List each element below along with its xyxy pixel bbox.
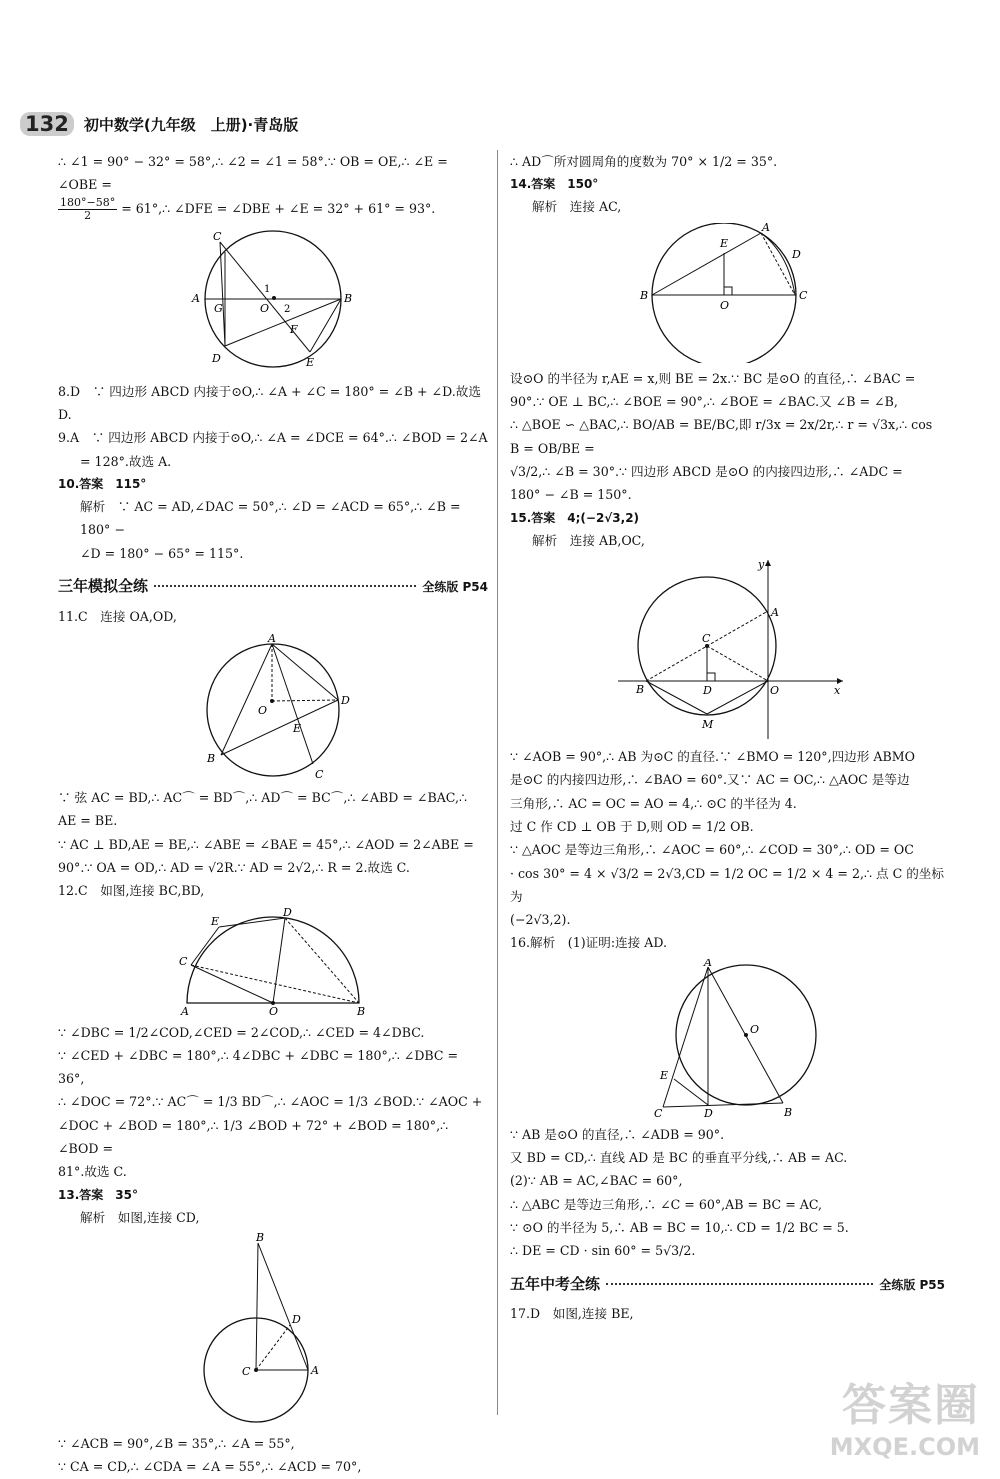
svg-text:B: B <box>783 1105 792 1119</box>
dotted-leader <box>606 1282 873 1285</box>
svg-text:D: D <box>791 247 801 261</box>
svg-text:C: C <box>653 1106 662 1119</box>
svg-text:D: D <box>212 351 221 365</box>
svg-text:O: O <box>719 298 729 312</box>
answer-10: 10.答案 115° <box>58 476 147 491</box>
svg-text:E: E <box>306 355 315 369</box>
svg-text:A: A <box>192 291 200 305</box>
text-line: ∴ △BOE ∽ △BAC,∴ BO/AB = BE/BC,即 r/3x = 2x/2r,∴ r = √3x,∴ cos B = OB/BE = <box>510 417 933 456</box>
text-line: $\frac{180^\circ-58^\circ}{2}$ = 61°,∴ ∠DFE = ∠DBE + ∠E = 32° + 61° = 93°. <box>60 195 436 222</box>
answer-17: 17.D 如图,连接 BE, <box>510 1306 634 1322</box>
svg-text:D: D <box>702 684 712 698</box>
svg-text:A: A <box>770 606 779 620</box>
answer-15: 15.答案 4;(−2√3,2) <box>510 510 640 525</box>
svg-text:A: A <box>181 1004 189 1017</box>
svg-text:O: O <box>260 301 270 315</box>
text-line: 81°.故选 C. <box>58 1164 127 1180</box>
text-line: 解析 连接 AC, <box>532 199 622 215</box>
text-line: ∠DOC + ∠BOD = 180°,∴ 1/3 ∠BOD + 72° + ∠BOD = 180°,∴ ∠BOD = <box>58 1117 449 1157</box>
svg-text:E: E <box>211 914 220 928</box>
text-line: 180° − ∠B = 150°. <box>510 487 632 503</box>
text-line: (−2√3,2). <box>510 912 571 928</box>
svg-text:G: G <box>214 301 223 315</box>
text-line: ∵ ∠AOB = 90°,∴ AB 为⊙C 的直径.∵ ∠BMO = 120°,四边形 ABMO <box>510 749 915 765</box>
text-line: 解析 如图,连接 CD, <box>80 1209 200 1225</box>
text-line: 解析 连接 AB,OC, <box>532 532 645 548</box>
svg-text:M: M <box>701 718 713 732</box>
watermark-logo: 答案圈 <box>842 1380 980 1431</box>
answer-13: 13.答案 35° <box>58 1187 138 1202</box>
svg-text:D: D <box>283 906 292 919</box>
svg-text:B: B <box>207 752 216 766</box>
section-title: 五年中考全练 <box>510 1274 601 1293</box>
svg-text:C: C <box>798 288 807 302</box>
svg-text:A: A <box>761 222 770 234</box>
svg-text:x: x <box>833 684 840 698</box>
section-title: 三年模拟全练 <box>58 577 149 596</box>
svg-text:O: O <box>769 684 779 698</box>
text-line: 又 BD = CD,∴ 直线 AD 是 BC 的垂直平分线,∴ AB = AC. <box>510 1150 848 1166</box>
text-line: ∵ AC ⊥ BD,AE = BE,∴ ∠ABE = ∠BAE = 45°,∴ ∠AOD = 2∠ABE = <box>58 836 474 852</box>
text-line: ∵ △AOC 是等边三角形,∴ ∠AOC = 60°,∴ ∠COD = 30°,∴ OD = OC <box>510 842 914 858</box>
svg-text:D: D <box>341 694 350 708</box>
svg-text:D: D <box>703 1106 713 1119</box>
text-line: = 128°.故选 A. <box>80 453 172 469</box>
svg-text:2: 2 <box>284 303 291 315</box>
svg-text:E: E <box>719 236 728 250</box>
section-header-3yr <box>58 573 488 601</box>
text-line: ∠D = 180° − 65° = 115°. <box>80 545 244 561</box>
section-header-5yr <box>510 1271 945 1299</box>
svg-text:O: O <box>749 1022 759 1036</box>
text-line: 90°.∵ OE ⊥ BC,∴ ∠BOE = 90°,∴ ∠BOE = ∠BAC.又 ∠B = ∠B, <box>510 394 898 410</box>
svg-text:O: O <box>269 1004 279 1017</box>
answer-16: 16.解析 (1)证明:连接 AD. <box>510 935 668 951</box>
text-line: ∴ △ABC 是等边三角形,∴ ∠C = 60°,AB = BC = AC, <box>510 1196 823 1212</box>
svg-text:y: y <box>757 558 764 572</box>
svg-text:B: B <box>639 288 648 302</box>
text-line: √3/2,∴ ∠B = 30°.∵ 四边形 ABCD 是⊙O 的内接四边形,∴ ∠ADC = <box>510 463 903 479</box>
text-line: 过 C 作 CD ⊥ OB 于 D,则 OD = 1/2 OB. <box>510 818 754 834</box>
text-line: ∴ ∠DOC = 72°.∵ AC⌒ = 1/3 BD⌒,∴ ∠AOC = 1/3 ∠BOD.∵ ∠AOC + <box>58 1094 483 1110</box>
page-header <box>20 110 298 138</box>
text-line: ∵ ∠CED + ∠DBC = 180°,∴ 4∠DBC + ∠DBC = 180°,∴ ∠DBC = 36°, <box>58 1047 459 1087</box>
text-line: 设⊙O 的半径为 r,AE = x,则 BE = 2x.∵ BC 是⊙O 的直径,∴ ∠BAC = <box>510 370 916 386</box>
column-divider <box>497 150 498 1415</box>
figure-semicircle-q12 <box>173 907 373 1017</box>
text-line: 三角形,∴ AC = OC = AO = 4,∴ ⊙C 的半径为 4. <box>510 795 797 811</box>
section-ref: 全练版 P55 <box>879 1277 945 1292</box>
answer-8: 8.D ∵ 四边形 ABCD 内接于⊙O,∴ ∠A + ∠C = 180° = ∠B + ∠D.故选 D. <box>58 383 481 423</box>
text-line: ∴ AD⌒所对圆周角的度数为 70° × 1/2 = 35°. <box>510 154 778 169</box>
answer-9: 9.A ∵ 四边形 ABCD 内接于⊙O,∴ ∠A = ∠DCE = 64°.∴ ∠BOD = 2∠A <box>58 430 488 446</box>
svg-text:A: A <box>268 632 276 646</box>
text-line: ∵ AB 是⊙O 的直径,∴ ∠ADB = 90°. <box>510 1126 725 1142</box>
text-line: ∵ ⊙O 的半径为 5,∴ AB = BC = 10,∴ CD = 1/2 BC = 5. <box>510 1219 849 1235</box>
text-line: · cos 30° = 4 × √3/2 = 2√3,CD = 1/2 OC = 1/2 × 4 = 2,∴ 点 C 的坐标为 <box>510 865 944 904</box>
svg-text:E: E <box>293 722 302 736</box>
svg-text:A: A <box>311 1364 319 1378</box>
text-line: 是⊙C 的内接四边形,∴ ∠BAO = 60°.又∵ AC = OC,∴ △AOC 是等边 <box>510 772 910 788</box>
svg-text:B: B <box>635 683 644 697</box>
text-line: ∵ 弦 AC = BD,∴ AC⌒ = BD⌒,∴ AD⌒ = BC⌒,∴ ∠ABD = ∠BAC,∴ AE = BE. <box>58 790 467 829</box>
answer-14: 14.答案 150° <box>510 177 599 192</box>
figure-axes-q15 <box>608 556 848 741</box>
svg-text:E: E <box>659 1068 668 1082</box>
figure-circle-q7 <box>178 226 368 376</box>
svg-text:C: C <box>701 632 710 646</box>
figure-circle-q16 <box>628 959 828 1119</box>
left-column <box>58 150 488 1479</box>
section-ref: 全练版 P54 <box>422 580 488 595</box>
svg-text:A: A <box>703 958 712 969</box>
book-title: 初中数学(九年级 上册)·青岛版 <box>83 115 299 134</box>
svg-text:1: 1 <box>264 283 271 295</box>
text-line: ∵ ∠DBC = 1/2∠COD,∠CED = 2∠COD,∴ ∠CED = 4∠DBC. <box>58 1024 425 1040</box>
page-number: 132 <box>20 112 74 136</box>
text-line: (2)∵ AB = AC,∠BAC = 60°, <box>510 1173 683 1189</box>
svg-text:B: B <box>256 1233 265 1245</box>
text-line: ∵ CA = CD,∴ ∠CDA = ∠A = 55°,∴ ∠ACD = 70°, <box>58 1459 362 1475</box>
svg-text:C: C <box>213 229 222 243</box>
watermark <box>830 1369 980 1461</box>
answer-11: 11.C 连接 OA,OD, <box>58 608 177 624</box>
text-line: ∴ ∠1 = 90° − 32° = 58°,∴ ∠2 = ∠1 = 58°.∵ OB = OE,∴ ∠E = ∠OBE = <box>58 154 448 193</box>
svg-text:C: C <box>179 954 188 968</box>
svg-text:O: O <box>258 704 268 718</box>
svg-text:B: B <box>357 1004 366 1017</box>
answer-12: 12.C 如图,连接 BC,BD, <box>58 883 205 899</box>
svg-text:F: F <box>290 322 298 336</box>
dotted-leader <box>154 584 416 587</box>
figure-circle-q14 <box>638 223 818 363</box>
figure-circle-q11 <box>183 632 363 782</box>
text-line: ∴ DE = CD · sin 60° = 5√3/2. <box>510 1243 696 1259</box>
watermark-url: MXQE.COM <box>829 1433 980 1461</box>
text-line: ∵ ∠ACB = 90°,∠B = 35°,∴ ∠A = 55°, <box>58 1436 295 1452</box>
svg-text:C: C <box>242 1365 251 1379</box>
text-line: 90°.∵ OA = OD,∴ AD = √2R.∵ AD = 2√2,∴ R = 2.故选 C. <box>58 859 410 875</box>
svg-text:C: C <box>315 768 324 782</box>
svg-text:D: D <box>292 1313 301 1327</box>
text-line: 解析 ∵ AC = AD,∠DAC = 50°,∴ ∠D = ∠ACD = 65°,∴ ∠B = 180° − <box>80 499 461 538</box>
svg-text:B: B <box>344 291 353 305</box>
figure-circle-q13 <box>198 1233 348 1428</box>
right-column <box>510 150 945 1326</box>
fraction: $\frac{180^\circ-58^\circ}{2}$ <box>60 195 116 222</box>
